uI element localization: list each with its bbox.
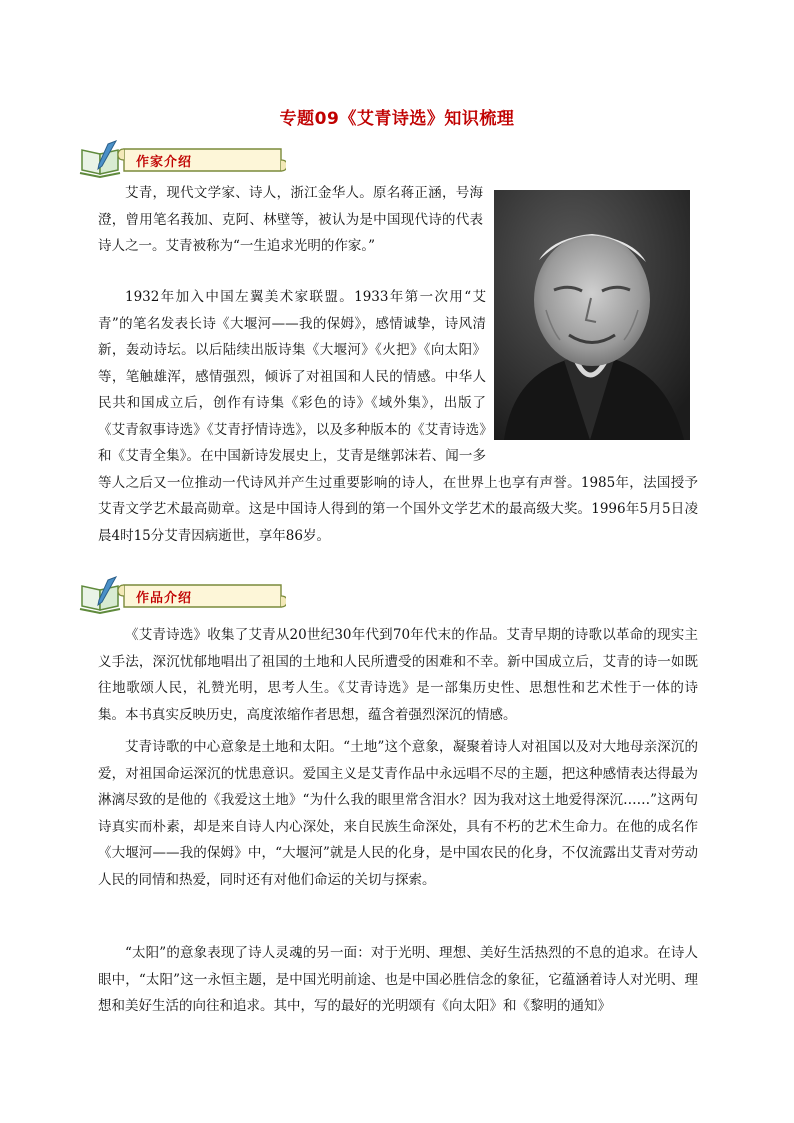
works-paragraph: 艾青诗歌的中心意象是土地和太阳。“土地”这个意象，凝聚着诗人对祖国以及对大地母亲深沉的爱，对祖国命运深沉的忧患意识。爱国主义是艾青作品中永远唱不尽的主题，把这种感情表达得最为淋漓尽致的是他的《我爱这土地》“为什么我的眼里常含泪水？因为我对这土地爱得深沉……”这两句诗真实而朴素，却是来自诗人内心深处，来自民族生命深处，具有不朽的艺术生命力。在他的成名作《大堰河——我的保姆》中，“大堰河”就是人民的化身，是中国农民的化身，不仅流露出艾青对劳动人民的同情和热爱，同时还有对他们命运的关切与探索。	[98, 739, 698, 888]
section-heading-works: 作品介绍	[136, 591, 193, 606]
section-header-author	[78, 140, 298, 182]
section-heading-author: 作家介绍	[136, 155, 193, 170]
section-header-works	[78, 576, 298, 618]
author-paragraph: 1932年加入中国左翼美术家联盟。1933年第一次用“艾青”的笔名发表长诗《大堰河——我的保姆》，感情诚挚，诗风清新，轰动诗坛。以后陆续出版诗集《大堰河》《火把》《向太阳》等，笔触雄浑，感情强烈，倾诉了对祖国和人民的情感。中华人民共和国成立后，创作有诗集《彩色的诗》《域外集》，出版了《艾青叙事诗选》《艾青抒情诗选》，以及多种版本的《艾青诗选》和《艾青全集》。在中国新诗发展史上，艾青是继郭沫若、闻一多等人之后又一位推动一代诗风并产生过重要影响的诗人，在世界上也享有声誉。1985年，法国授予艾青文学艺术最高勋章。这是中国诗人得到的第一个国外文学艺术的最高级大奖。1996年5月5日凌晨4时15分艾青因病逝世，享年86岁。	[98, 289, 698, 544]
author-paragraph-wrap	[98, 284, 698, 574]
portrait-spacer	[486, 284, 698, 444]
works-paragraph: 《艾青诗选》收集了艾青从20世纪30年代到70年代末的作品。艾青早期的诗歌以革命的现实主义手法，深沉忧郁地唱出了祖国的土地和人民所遭受的困难和不幸。新中国成立后，艾青的诗一如既往地歌颂人民，礼赞光明，思考人生。《艾青诗选》是一部集历史性、思想性和艺术性于一体的诗集。本书真实反映历史，高度浓缩作者思想，蕴含着强烈深沉的情感。	[98, 627, 698, 723]
author-paragraph: 艾青，现代文学家、诗人，浙江金华人。原名蒋正涵，号海澄，曾用笔名莪加、克阿、林壁等，被认为是中国现代诗的代表诗人之一。艾青被称为“一生追求光明的作家。”	[98, 185, 483, 254]
works-paragraph: “太阳”的意象表现了诗人灵魂的另一面：对于光明、理想、美好生活热烈的不息的追求。在诗人眼中，“太阳”这一永恒主题，是中国光明前途、也是中国必胜信念的象征，它蕴涵着诗人对光明、理想和美好生活的向往和追求。其中，写的最好的光明颂有《向太阳》和《黎明的通知》	[98, 945, 698, 1014]
page-title: 专题09《艾青诗选》知识梳理	[279, 109, 515, 129]
